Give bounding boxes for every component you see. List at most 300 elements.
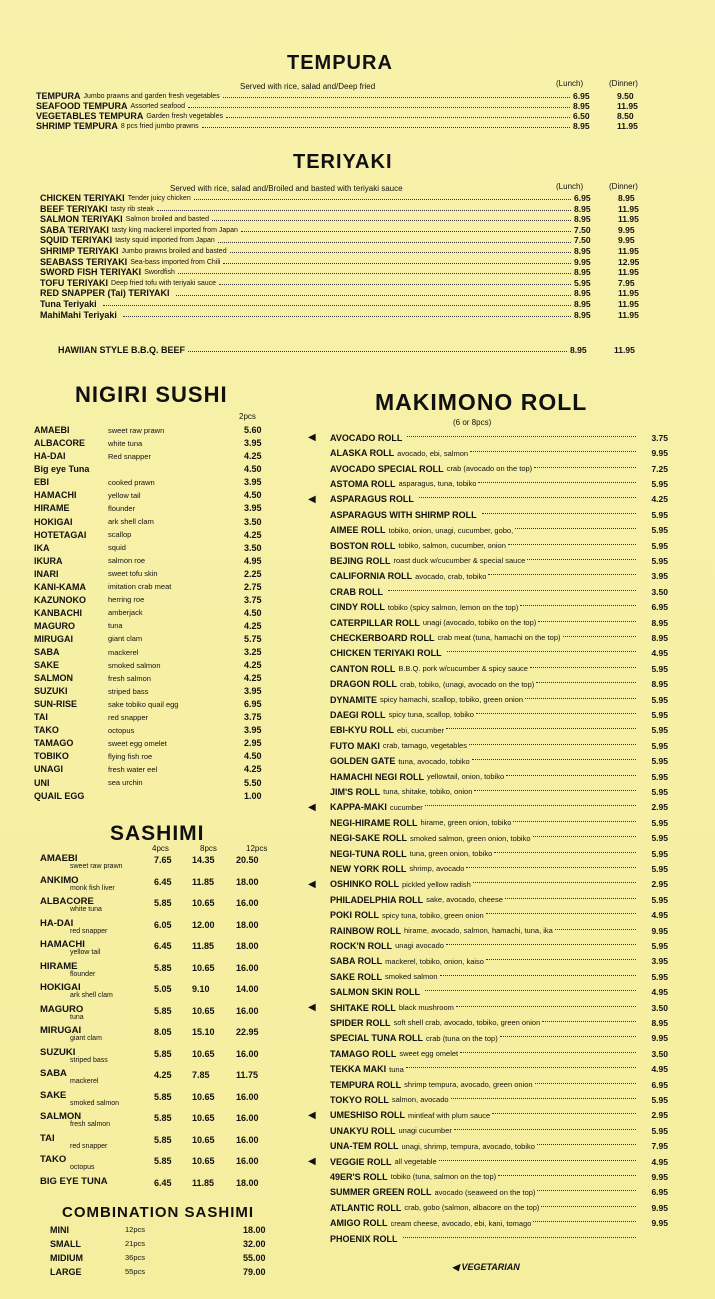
price-4pcs: 8.05 [154, 1027, 172, 1037]
nigiri-row [34, 737, 274, 749]
item-name: SAKE ROLL [330, 971, 383, 982]
dinner-price: 11.95 [618, 267, 639, 278]
item-description: flounder [108, 503, 136, 513]
nigiri-row [34, 750, 274, 762]
item-description: fresh salmon [70, 1121, 111, 1128]
item-price: 4.95 [651, 648, 668, 659]
dot-leader [460, 1052, 636, 1053]
item-description: shrimp, avocado [409, 864, 465, 874]
dot-leader [406, 1067, 636, 1068]
item-price: 5.95 [651, 694, 668, 705]
item-description: tuna [108, 621, 123, 631]
price-12pcs: 16.00 [236, 898, 259, 908]
item-description: Jumbo prawns and garden fresh vegetables [83, 93, 220, 100]
item-price: 7.25 [651, 463, 668, 474]
item-name: SQUID TERIYAKI [40, 235, 113, 246]
item-name: SPECIAL TUNA ROLL [330, 1033, 424, 1044]
combination-row [50, 1267, 290, 1280]
nigiri-row [34, 489, 274, 501]
item-description: cooked prawn [108, 477, 155, 487]
item-name: MAGURO [34, 620, 75, 631]
dot-leader [123, 311, 571, 317]
item-description: crab, tobiko, (unagi, avocado on the top) [400, 679, 535, 689]
dot-leader [212, 215, 571, 221]
item-price: 6.95 [651, 602, 668, 613]
item-price: 4.25 [244, 620, 262, 631]
vegetarian-marker-icon: ◀ [308, 1156, 316, 1168]
lunch-price: 5.95 [574, 277, 591, 288]
lunch-price: 8.95 [574, 203, 591, 214]
dot-leader [536, 682, 636, 683]
nigiri-row [34, 698, 274, 710]
item-name: QUAIL EGG [34, 790, 85, 801]
item-name: ALBACORE [34, 438, 85, 449]
item-name: CANTON ROLL [330, 663, 396, 674]
item-name: OSHINKO ROLL [330, 879, 399, 890]
makimono-row [308, 830, 668, 846]
item-description: sweet egg omelet [399, 1049, 459, 1059]
item-price: 5.95 [651, 863, 668, 874]
menu-row [40, 215, 662, 224]
makimono-row [308, 984, 668, 1000]
item-description: cucumber [389, 802, 423, 812]
item-price: 3.95 [651, 571, 668, 582]
item-price: 18.00 [243, 1225, 266, 1235]
item-name: AMAEBI [40, 853, 78, 864]
dot-leader [520, 605, 636, 606]
dot-leader [500, 1036, 636, 1037]
menu-row [36, 102, 661, 111]
dot-leader [178, 268, 571, 274]
dinner-price: 11.95 [614, 345, 635, 355]
dot-leader [451, 1098, 636, 1099]
dot-leader [535, 1083, 636, 1084]
menu-row [40, 268, 662, 277]
item-name: TAI [40, 1132, 55, 1144]
item-price: 6.95 [244, 699, 262, 710]
item-price: 9.95 [651, 1218, 668, 1229]
item-price: 3.50 [651, 586, 668, 597]
makimono-row [308, 753, 668, 769]
item-name: GOLDEN GATE [330, 756, 396, 767]
dinner-price: 8.95 [618, 193, 635, 203]
price-4pcs: 4.25 [154, 1070, 172, 1080]
item-price: 5.95 [651, 540, 668, 551]
dot-leader [470, 451, 636, 452]
item-name: AIMEE ROLL [330, 525, 386, 536]
dot-leader [223, 92, 570, 98]
dinner-price: 11.95 [618, 203, 639, 214]
dinner-price: 7.95 [618, 277, 635, 288]
vegetarian-marker-icon: ◀ [452, 1262, 459, 1272]
item-name: NEGI-TUNA ROLL [330, 848, 407, 859]
makimono-row [308, 599, 668, 615]
item-description: roast duck w/cucumber & special sauce [393, 556, 526, 566]
price-12pcs: 16.00 [236, 1156, 259, 1166]
price-4pcs: 6.45 [154, 1177, 172, 1188]
item-price: 3.50 [244, 542, 262, 553]
makimono-row [308, 1061, 668, 1077]
lunch-price: 8.95 [574, 214, 591, 225]
item-description: octopus [108, 725, 135, 735]
item-name: POKI ROLL [330, 910, 379, 921]
item-description: crab (tuna on the top) [426, 1033, 498, 1043]
dot-leader [425, 805, 636, 806]
dot-leader [388, 590, 636, 591]
item-name: ASPARAGUS WITH SHIRMP ROLL [330, 509, 477, 520]
item-name: AMIGO ROLL [330, 1218, 388, 1229]
item-name: IKA [34, 542, 50, 553]
dinner-price: 9.95 [618, 235, 635, 246]
price-12pcs: 18.00 [236, 919, 259, 930]
item-name: CHICKEN TERIYAKI [40, 193, 125, 203]
price-12pcs: 16.00 [236, 1048, 259, 1059]
item-name: ROCK'N ROLL [330, 940, 393, 951]
item-description: ebi, cucumber [397, 725, 445, 735]
item-name: SEAFOOD TEMPURA [36, 101, 128, 111]
item-price: 2.75 [244, 581, 262, 592]
item-description: fresh salmon [108, 673, 151, 683]
makimono-row [308, 630, 668, 646]
price-8pcs: 11.85 [192, 1177, 215, 1188]
sashimi-row [40, 851, 280, 873]
dot-leader [505, 898, 636, 899]
item-description: Red snapper [108, 451, 151, 461]
price-8pcs: 9.10 [192, 984, 210, 994]
item-description: fresh water eel [108, 764, 158, 774]
item-name: SMALL [50, 1239, 81, 1249]
item-description: cream cheese, avocado, ebi, kani, tomago [390, 1218, 532, 1228]
makimono-row [308, 538, 668, 554]
item-name: MIRUGAI [40, 1025, 82, 1036]
item-price: 9.95 [651, 448, 668, 459]
item-description: sweet tofu skin [108, 569, 158, 579]
sashimi-row [40, 1066, 280, 1088]
sashimi-row [40, 894, 280, 916]
item-price: 3.50 [651, 1048, 668, 1059]
dot-leader [538, 621, 636, 622]
price-12pcs: 22.95 [236, 1027, 259, 1037]
price-4pcs: 5.85 [154, 962, 172, 973]
item-description: smoked salmon [108, 660, 161, 670]
nigiri-row [34, 450, 274, 462]
item-name: HOKIGAI [40, 982, 81, 993]
item-name: EBI-KYU ROLL [330, 725, 394, 736]
sashimi-row [40, 1088, 280, 1110]
item-name: MIRUGAI [34, 633, 73, 644]
item-price: 5.95 [651, 478, 668, 489]
item-name: TOFU TERIYAKI [40, 277, 109, 288]
item-description: Sea-bass imported from Chili [130, 258, 221, 266]
item-name: HAMACHI [40, 939, 85, 950]
menu-row [40, 258, 662, 267]
item-name: HAWIIAN STYLE B.B.Q. BEEF [58, 345, 186, 355]
item-price: 7.95 [651, 1141, 668, 1152]
vegetarian-marker-icon: ◀ [308, 1002, 316, 1014]
item-description: tobiko (tuna, salmon on the top) [390, 1172, 497, 1182]
item-description: Deep fried tofu with teriyaki sauce [111, 279, 217, 287]
dot-leader [533, 1221, 636, 1222]
item-name: ATLANTIC ROLL [330, 1202, 402, 1213]
dot-leader [403, 1237, 636, 1238]
item-name: 49ER'S ROLL [330, 1171, 388, 1182]
nigiri-title: NIGIRI SUSHI [75, 382, 228, 407]
vegetarian-marker-icon: ◀ [308, 878, 316, 890]
dot-leader [176, 289, 571, 295]
item-price: 6.95 [651, 1187, 668, 1198]
dot-leader [188, 102, 570, 108]
item-description: ark shell clam [108, 517, 154, 527]
item-name: CHECKERBOARD ROLL [330, 632, 435, 643]
price-8pcs: 10.65 [192, 962, 215, 973]
teriyaki-dinner-header: (Dinner) [609, 182, 638, 191]
nigiri-row [34, 620, 274, 632]
item-price: 4.25 [244, 529, 262, 540]
dot-leader [486, 913, 636, 914]
item-name: MAGURO [40, 1003, 84, 1015]
sashimi-row [40, 937, 280, 959]
makimono-row [308, 569, 668, 585]
item-name: TOKYO ROLL [330, 1094, 389, 1105]
dinner-price: 11.95 [618, 246, 639, 256]
makimono-row [308, 846, 668, 862]
makimono-row [308, 738, 668, 754]
item-description: tuna [389, 1064, 404, 1074]
item-description: unagi, shrimp, tempura, avocado, tobiko [401, 1141, 535, 1151]
item-description: flying fish roe [108, 751, 153, 761]
dinner-price: 11.95 [618, 214, 639, 225]
item-price: 2.95 [244, 738, 262, 749]
item-description: smoked salmon, green onion, tobiko [410, 833, 531, 843]
dot-leader [525, 698, 636, 699]
menu-row [36, 92, 661, 101]
price-8pcs: 10.65 [192, 1113, 215, 1123]
lunch-price: 7.50 [574, 224, 591, 235]
lunch-price: 7.50 [574, 235, 591, 246]
item-description: tobiko (spicy salmon, lemon on the top) [387, 602, 519, 612]
item-price: 5.60 [244, 425, 262, 436]
item-price: 3.95 [244, 477, 262, 488]
item-name: IKURA [34, 555, 63, 566]
nigiri-col-header: 2pcs [239, 412, 256, 421]
item-description: yellowtail, onion, tobiko [427, 772, 505, 782]
item-price: 4.25 [244, 660, 262, 671]
item-name: HIRAME [34, 503, 70, 514]
makimono-row [308, 1231, 668, 1247]
price-8pcs: 10.65 [192, 1048, 215, 1059]
dinner-price: 12.95 [618, 256, 640, 267]
lunch-price: 9.95 [574, 256, 591, 267]
item-name: NEGI-SAKE ROLL [330, 833, 408, 844]
item-price: 4.50 [244, 607, 262, 618]
item-price: 5.95 [651, 555, 668, 566]
makimono-row [308, 461, 668, 477]
item-name: SALMON [40, 1111, 82, 1122]
item-price: 3.25 [244, 647, 262, 658]
item-price: 79.00 [243, 1267, 266, 1277]
item-description: unagi avocado [395, 941, 444, 951]
item-description: salmon, avocado [391, 1095, 449, 1105]
item-name: NEGI-HIRAME ROLL [330, 817, 418, 828]
item-price: 3.75 [651, 432, 668, 443]
dot-leader [194, 194, 571, 200]
item-name: CALIFORNIA ROLL [330, 571, 413, 582]
vegetarian-marker-icon: ◀ [308, 493, 316, 505]
item-name: SHITAKE ROLL [330, 1002, 396, 1013]
item-name: BEEF TERIYAKI [40, 203, 108, 214]
item-name: AVOCADO ROLL [330, 432, 403, 443]
item-name: UNI [34, 777, 50, 788]
item-name: SHRIMP TEMPURA [36, 121, 118, 131]
item-description: white tuna [108, 438, 143, 448]
item-description: smoked salmon [70, 1099, 120, 1107]
item-name: HOTETAGAI [34, 529, 87, 540]
item-description: scallop [108, 530, 132, 540]
price-12pcs: 20.50 [236, 855, 259, 865]
dot-leader [202, 122, 570, 128]
nigiri-row [34, 502, 274, 514]
makimono-row [308, 476, 668, 492]
dinner-price: 11.95 [618, 288, 639, 299]
item-description: flounder [70, 970, 96, 978]
item-price: 3.95 [651, 956, 668, 967]
nigiri-row [34, 685, 274, 697]
item-price: 5.75 [244, 633, 262, 644]
dot-leader [103, 300, 571, 306]
item-name: KAZUNOKO [34, 594, 86, 605]
item-name: TAI [34, 712, 48, 723]
price-4pcs: 5.05 [154, 984, 172, 994]
item-price: 3.75 [244, 712, 262, 723]
tempura-subtitle: Served with rice, salad and/Deep fried [240, 82, 376, 91]
item-name: ANKIMO [40, 874, 79, 886]
item-description: sake, avocado, cheese [426, 895, 503, 905]
sashimi-row [40, 959, 280, 981]
item-name: ALBACORE [40, 896, 94, 907]
item-name: AVOCADO SPECIAL ROLL [330, 463, 444, 474]
menu-row [40, 205, 662, 214]
makimono-row [308, 784, 668, 800]
nigiri-row [34, 555, 274, 567]
dot-leader [226, 112, 570, 118]
item-price: 3.75 [244, 594, 262, 605]
item-name: UNAGI [34, 764, 63, 775]
makimono-row [308, 815, 668, 831]
nigiri-row [34, 437, 274, 449]
item-description: amberjack [108, 608, 143, 618]
dot-leader [486, 959, 636, 960]
item-description: Garden fresh vegetables [146, 113, 224, 120]
item-name: MIDIUM [50, 1253, 83, 1263]
item-description: avocado (seaweed on the top) [434, 1187, 536, 1197]
tempura-dinner-header: (Dinner) [609, 79, 638, 88]
item-description: 8 pcs fried jumbo prawns [120, 123, 199, 130]
makimono-row [308, 769, 668, 785]
dot-leader [447, 651, 636, 652]
menu-row [40, 289, 662, 298]
vegetarian-legend [452, 1262, 520, 1273]
item-price: 2.95 [651, 1110, 668, 1121]
makimono-row [308, 969, 668, 985]
item-description: sweet raw prawn [70, 863, 123, 870]
price-4pcs: 6.05 [154, 919, 172, 930]
item-description: unagi (avocado, tobiko on the top) [422, 618, 537, 628]
item-price: 5.95 [651, 817, 668, 828]
item-description: pickled yellow radish [402, 879, 471, 889]
makimono-row [308, 923, 668, 939]
item-price: 5.95 [651, 756, 668, 767]
item-name: DRAGON ROLL [330, 679, 397, 690]
price-8pcs: 10.65 [192, 1005, 215, 1016]
lunch-price: 6.95 [573, 91, 590, 101]
dot-leader [542, 1021, 636, 1022]
item-name: ASPARAGUS ROLL [330, 494, 414, 505]
dot-leader [476, 713, 636, 714]
price-4pcs: 5.85 [154, 1091, 172, 1102]
item-price: 5.95 [651, 894, 668, 905]
nigiri-row [34, 607, 274, 619]
price-4pcs: 5.85 [154, 1156, 172, 1166]
item-name: DYNAMITE [330, 694, 377, 705]
item-price: 3.95 [244, 725, 262, 736]
nigiri-row [34, 568, 274, 580]
item-price: 9.95 [651, 1033, 668, 1044]
item-description: avocado, crab, tobiko [415, 571, 487, 581]
item-description: spicy hamachi, scallop, tobiko, green onion [380, 695, 523, 705]
dot-leader [515, 528, 636, 529]
item-description: tasty squid imported from Japan [115, 237, 215, 245]
item-description: squid [108, 543, 126, 553]
makimono-row [308, 1031, 668, 1047]
item-name: CINDY ROLL [330, 602, 385, 613]
dot-leader [219, 279, 571, 285]
item-name: TOBIKO [34, 751, 69, 762]
item-description: black mushroom [398, 1003, 454, 1013]
item-price: 4.50 [244, 751, 262, 762]
lunch-price: 6.50 [573, 111, 590, 121]
item-description: Salmon broiled and basted [125, 216, 209, 224]
item-description: tobiko, salmon, cucumber, onion [398, 541, 506, 551]
item-name: TAMAGO ROLL [330, 1048, 397, 1059]
makimono-row [308, 954, 668, 970]
vegetarian-label: VEGETARIAN [461, 1262, 520, 1272]
dot-leader [456, 1006, 636, 1007]
dot-leader [446, 728, 636, 729]
item-price: 2.95 [651, 802, 668, 813]
item-description: tasty rib steak [110, 205, 154, 213]
teriyaki-subtitle: Served with rice, salad and/Broiled and basted with teriyaki sauce [170, 184, 403, 193]
item-description: tobiko, onion, unagi, cucumber, gobo, [388, 525, 514, 535]
item-name: HAMACHI [34, 490, 77, 501]
makimono-row [308, 507, 668, 523]
dinner-price: 9.50 [617, 91, 634, 101]
item-name: SABA [40, 1068, 67, 1079]
dot-leader [482, 513, 636, 514]
item-name: CHICKEN TERIYAKI ROLL [330, 648, 442, 659]
makimono-row [308, 676, 668, 692]
item-price: 8.95 [651, 679, 668, 690]
price-4pcs: 6.45 [154, 876, 172, 887]
tempura-title: TEMPURA [287, 52, 393, 74]
sashimi-row [40, 1045, 280, 1067]
price-4pcs: 5.85 [154, 1134, 172, 1145]
item-name: TEMPURA ROLL [330, 1079, 402, 1090]
price-12pcs: 16.00 [236, 1113, 259, 1123]
item-description: mackerel, tobiko, onion, kaiso [385, 956, 484, 966]
nigiri-row [34, 789, 274, 801]
item-description: avocado, ebi, salmon [397, 448, 469, 458]
dot-leader [157, 205, 571, 211]
